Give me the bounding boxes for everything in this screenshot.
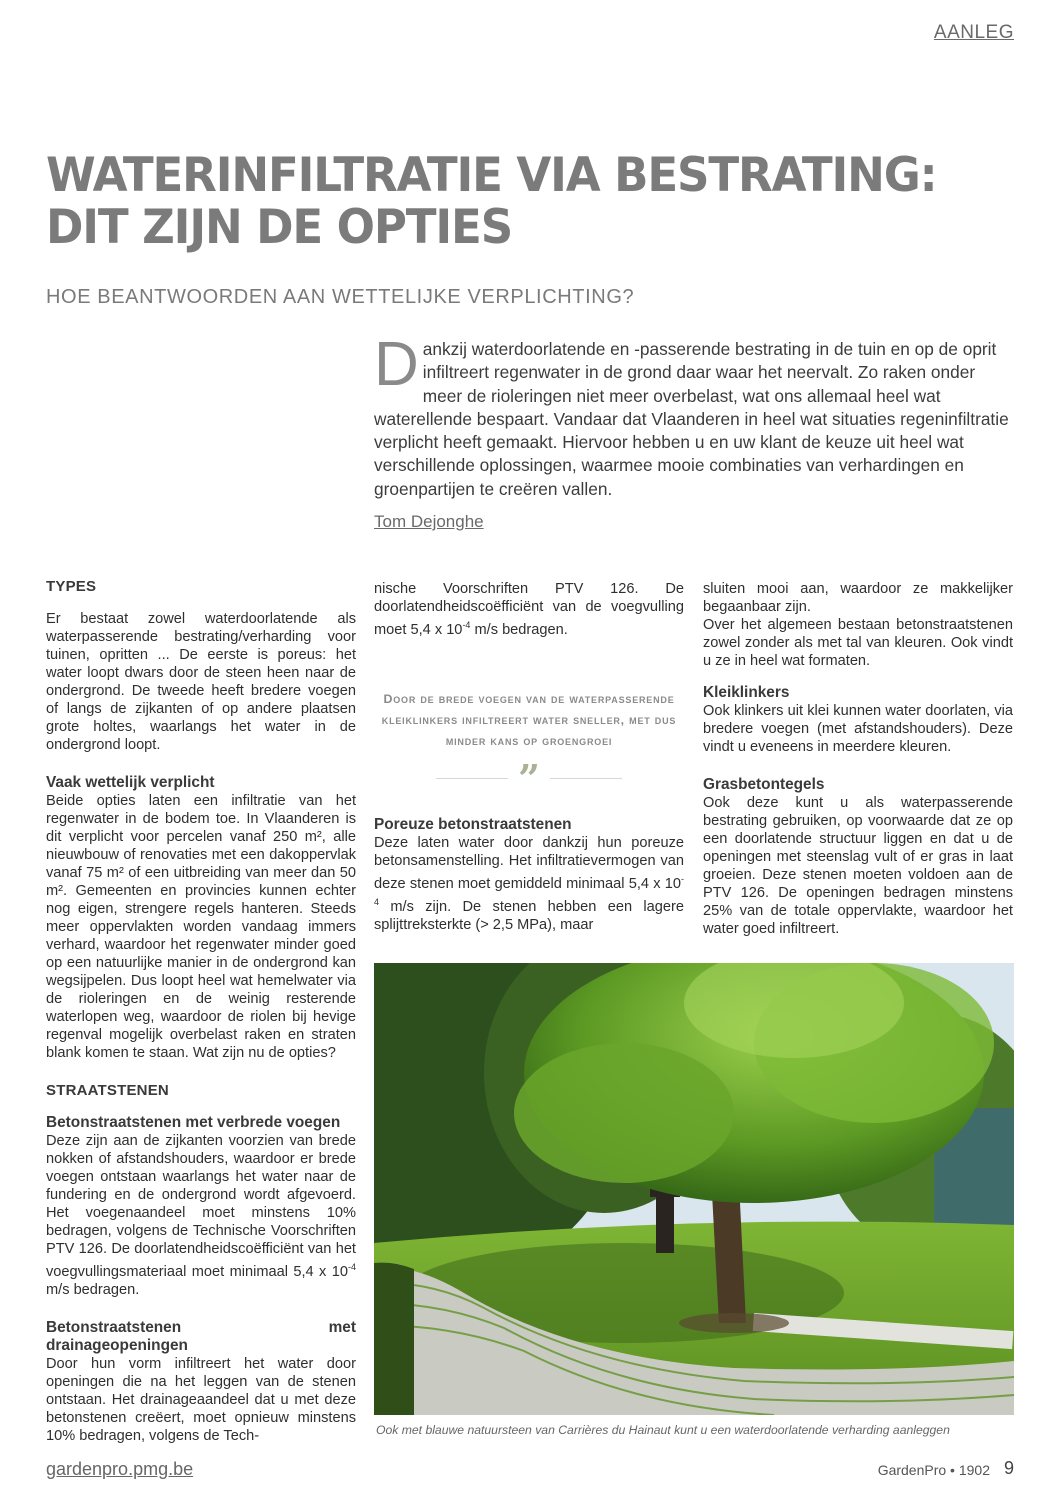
kleiklinkers-heading: Kleiklinkers [703, 684, 790, 701]
straatstenen-heading: STRAATSTENEN [46, 1082, 169, 1099]
footer-magazine: GardenPro • 1902 [877, 1462, 990, 1478]
ivy-groundcover [374, 1263, 414, 1415]
voegen-heading: Betonstraatstenen met verbrede voegen [46, 1114, 341, 1131]
pull-quote: Door de brede voegen van de waterpasserende kleiklinkers infiltreert water sneller, met dus minder kans op groengroei [381, 691, 677, 748]
grasbetontegels-paragraph: Ook deze kunt u als waterpasserende bestrating gebruiken, op voorwaarde dat ze op een doorlatende structuur liggen en dat u de openingen met steenslag vult of er gras in laat groeien. Deze stenen moeten voldoen aan de PTV 126. De openingen bedragen minstens 25% van de totale oppervlakte, waardoor het water goed infiltreert. [703, 795, 1013, 937]
continued-paragraph: nische Voorschriften PTV 126. De doorlatendheidscoëfficiënt van de voegvulling moet 5,4 x $10^{-4}$ m/s bedragen. [374, 581, 684, 638]
title-line-2: DIT ZIJN DE OPTIES [46, 200, 513, 255]
voegen-paragraph: Deze zijn aan de zijkanten voorzien van brede nokken of afstandshouders, waardoor er brede voegen ontstaan waarlangs het water naar de fundering en de ondergrond wordt afgevoerd. Het voegenaandeel moet minstens 10% bedragen, volgens de Technische Voorschriften PTV 126. De doorlatendheidscoëfficiënt van het voegvullingsmateriaal moet minimaal 5,4 x $10^{-4}$ m/s bedragen. [46, 1133, 356, 1298]
intro-text: ankzij waterdoorlatende en -passerende bestrating in de tuin en op de oprit infiltreert regenwater in de grond daar waar het neervalt. Zo raken onder meer de rioleringen niet meer overbelast, wat ons allemaal heel wat waterellende bespaart. Vandaar dat Vlaanderen in heel wat situaties regeninfiltratie verplicht heeft gemaakt. Hiervoor hebben u en uw klant de keuze uit heel wat verschillende oplossingen, waarmee mooie combinaties van verhardingen en groenpartijen te creëren vallen. [374, 339, 1009, 499]
column-3 [703, 580, 1013, 938]
poreus-heading: Poreuze betonstraatstenen [374, 815, 572, 833]
types-heading: TYPES [46, 578, 97, 595]
intro-paragraph [374, 330, 1014, 501]
section-tag: AANLEG [933, 22, 1014, 43]
column-2 [374, 580, 684, 934]
divider-line [550, 778, 622, 779]
column-1 [46, 578, 356, 1445]
title-line-1: WATERINFILTRATIE VIA BESTRATING: [46, 148, 937, 203]
garden-photo-illustration [374, 963, 1014, 1415]
legal-heading: Vaak wettelijk verplicht [46, 774, 215, 791]
legal-paragraph: Beide opties laten een infiltratie van het regenwater in de bodem toe. In Vlaanderen is dit verplicht voor percelen vanaf 250 m², alle nieuwbouw of renovaties met een dakoppervlak vanaf 75 m² of een uitbreiding van meer dan 50 m². Gemeenten en provincies kunnen echter nog eigen, strengere regels hanteren. Steeds meer oppervlakten worden vandaag immers verhard, waardoor het regenwater minder goed op een natuurlijke manier in de ondergrond kan wegsijpelen. Dus loopt heel wat hemelwater via de rioleringen en de weinig resterende waterlopen weg, waardoor de riolen bij hevige regenval mogelijk overbelast raken en straten blank komen te staan. Wat zijn nu de opties? [46, 793, 356, 1061]
drop-cap: D [374, 330, 419, 399]
poreus-paragraph: Deze laten water door dankzij hun poreuze betonsamenstelling. Het infiltratievermogen van deze stenen moet gemiddeld minimaal 5,4 x $10^{-4}$ m/s zijn. De stenen hebben een lagere splijttreksterkte (> 2,5 MPa), maar [374, 834, 684, 933]
author-byline: Tom Dejonghe [374, 512, 484, 531]
exponent: -4 [374, 873, 684, 907]
grasbetontegels-heading: Grasbetontegels [703, 776, 825, 793]
drainage-heading: Betonstraatstenen met drainageopeningen [46, 1318, 356, 1354]
divider-line [436, 778, 508, 779]
garden-photo [374, 963, 1014, 1415]
photo-caption: Ook met blauwe natuursteen van Carrières du Hainaut kunt u een waterdoorlatende verharding aanleggen [376, 1423, 950, 1437]
kleiklinkers-paragraph: Ook klinkers uit klei kunnen water doorlaten, via bredere voegen (met afstandshouders). Deze vindt u eveneens in meerdere kleuren. [703, 703, 1013, 755]
article-subtitle: HOE BEANTWOORDEN AAN WETTELIJKE VERPLICHTING? [46, 286, 635, 308]
sculpture [656, 1193, 674, 1253]
footer-url-link[interactable]: gardenpro.pmg.be [46, 1459, 194, 1479]
drainage-paragraph: Door hun vorm infiltreert het water door openingen die na het leggen van de stenen ontstaan. Het drainageaandeel dat u met deze betonstenen creëert, moet opnieuw minstens 10% bedragen, volgens de Tech- [46, 1355, 356, 1444]
general-paragraph: Over het algemeen bestaan betonstraatstenen zowel zonder als met tal van kleuren. Ook vindt u ze in heel wat formaten. [703, 617, 1013, 669]
exponent: -4 [347, 1262, 356, 1272]
exponent: -4 [462, 620, 471, 630]
article-title [46, 150, 968, 254]
types-paragraph: Er bestaat zowel waterdoorlatende als waterpasserende bestrating/verharding voor tuinen, opritten ... De eerste is poreus: het water loopt dwars door de steen heen naar de ondergrond. De tweede heeft bredere voegen of langs de zijkanten of op andere plaatsen grote holtes, waarlangs het water in de ondergrond loopt. [46, 611, 356, 753]
quote-divider [374, 755, 684, 801]
quote-mark-icon: ” [518, 755, 540, 801]
continued-paragraph: sluiten mooi aan, waardoor ze makkelijker begaanbaar zijn. [703, 581, 1013, 615]
page-number: 9 [1003, 1458, 1014, 1478]
